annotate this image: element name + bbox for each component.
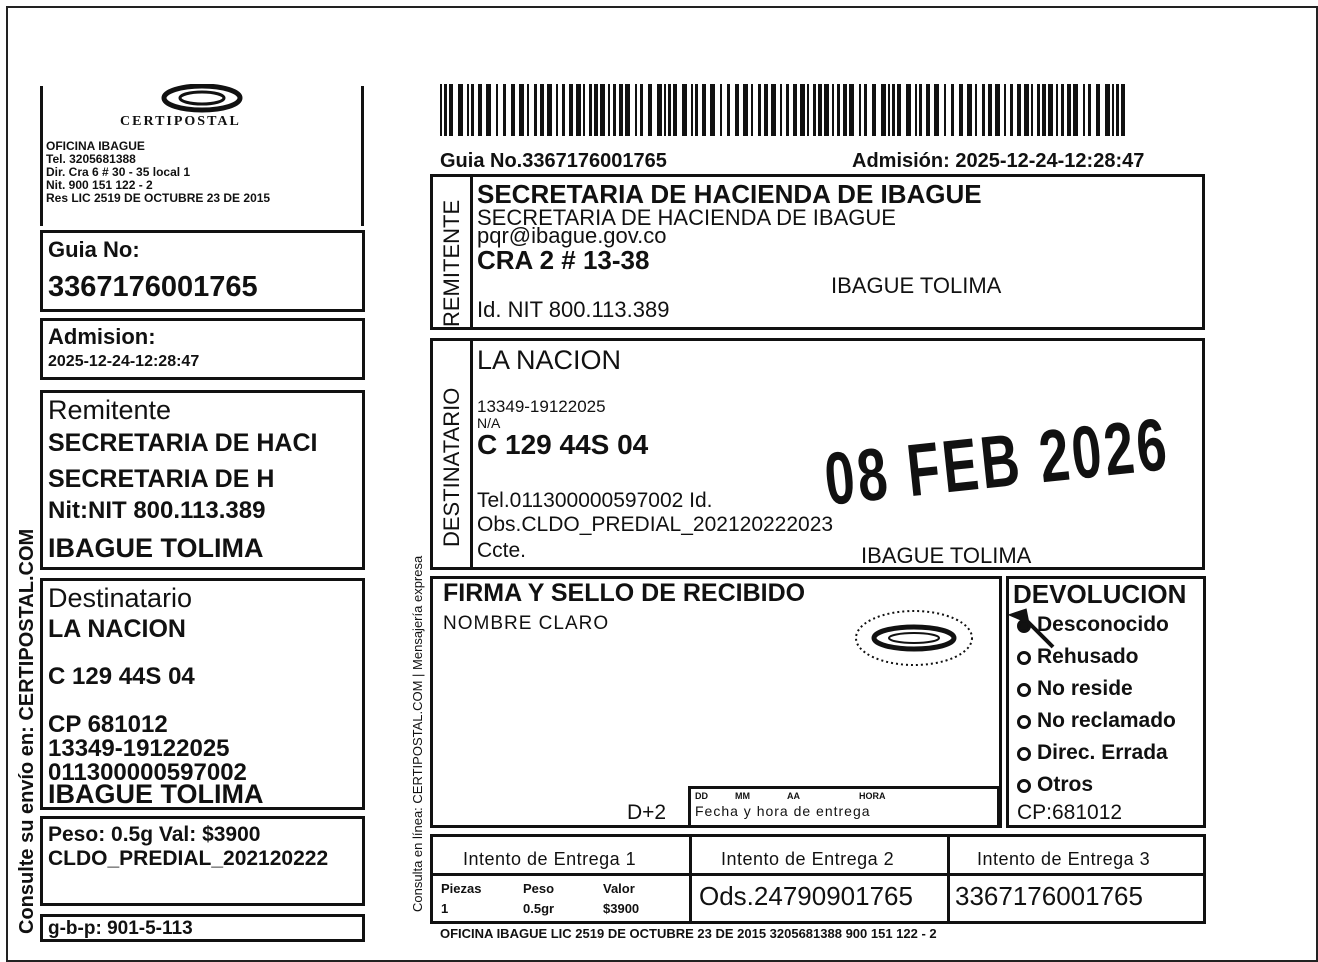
barcode-bar	[786, 84, 789, 136]
barcode-bar	[897, 84, 901, 136]
barcode-bar	[1116, 84, 1119, 136]
guia-number: 3367176001765	[48, 271, 258, 303]
devolucion-option-direc-errada[interactable]	[1017, 741, 1168, 765]
barcode-bar	[1024, 84, 1029, 136]
date-stamp: 08 FEB 2026	[820, 402, 1174, 521]
peso-label: Peso	[523, 881, 555, 896]
barcode-bar	[818, 84, 822, 136]
barcode-bar	[1105, 84, 1110, 136]
destinatario-stub-box	[40, 578, 365, 810]
fecha-mm: MM	[735, 791, 750, 801]
barcode-bar	[1037, 84, 1040, 136]
barcode-bar	[583, 84, 585, 136]
barcode-bar	[1073, 84, 1078, 136]
barcode-bar	[793, 84, 797, 136]
intentos-box	[430, 834, 1206, 924]
barcode-bar	[648, 84, 652, 136]
devolucion-option-label: No reclamado	[1037, 709, 1176, 732]
fecha-aa: AA	[787, 791, 800, 801]
check-mark-icon	[1009, 607, 1059, 657]
destinatario-tel: Tel.011300000597002 Id.	[477, 489, 713, 512]
barcode-bar	[600, 84, 605, 136]
barcode-bar	[496, 84, 498, 136]
destinatario-stub-name: LA NACION	[48, 615, 186, 643]
destinatario-stub-cp: CP 681012	[48, 711, 168, 738]
barcode-bar	[780, 84, 782, 136]
gbp-code: g-b-p: 901-5-113	[48, 918, 193, 939]
ods-number: Ods.24790901765	[699, 881, 913, 911]
barcode-bar	[440, 84, 442, 136]
barcode-bar	[944, 84, 946, 136]
barcode-bar	[1067, 84, 1071, 136]
valor-label: Valor	[603, 881, 635, 896]
barcode-bar	[540, 84, 544, 136]
firma-title: FIRMA Y SELLO DE RECIBIDO	[443, 579, 806, 607]
destinatario-city: IBAGUE TOLIMA	[861, 543, 1032, 568]
barcode-bar	[503, 84, 506, 136]
barcode-bar	[449, 84, 453, 136]
barcode-bar	[1031, 84, 1033, 136]
divider-consulta-text: Consulta en línea: CERTIPOSTAL.COM | Mensajería expresa	[410, 555, 425, 912]
receipt-seal-icon	[851, 607, 977, 669]
intento-2-label: Intento de Entrega 2	[721, 849, 895, 869]
barcode-bar	[982, 84, 985, 136]
valor-value: $3900	[603, 901, 640, 916]
remitente-city: IBAGUE TOLIMA	[831, 273, 1002, 298]
remitente-stub-city: IBAGUE TOLIMA	[48, 533, 264, 563]
destinatario-address: C 129 44S 04	[477, 429, 649, 460]
d2-label: D+2	[627, 801, 667, 824]
barcode-bar	[832, 84, 834, 136]
barcode-bar	[1010, 84, 1013, 136]
barcode-bar	[467, 84, 469, 136]
barcode-bar	[691, 84, 693, 136]
obs-stub-line: CLDO_PREDIAL_202120222	[48, 847, 329, 870]
barcode-bar	[727, 84, 730, 136]
barcode-bar	[995, 84, 1000, 136]
radio-icon[interactable]	[1017, 779, 1031, 793]
remitente-address: CRA 2 # 13-38	[477, 245, 650, 275]
destinatario-name: LA NACION	[477, 345, 622, 375]
barcode-bar	[527, 84, 529, 136]
barcode-bar	[843, 84, 847, 136]
devolucion-option-otros[interactable]	[1017, 773, 1093, 797]
barcode-bar	[478, 84, 482, 136]
barcode-bar	[751, 84, 753, 136]
barcode-bar	[743, 84, 748, 136]
peso-stub-line: Peso: 0.5g Val: $3900	[48, 823, 261, 846]
barcode-bar	[695, 84, 698, 136]
office-right-rule	[361, 86, 364, 226]
barcode-bar	[919, 84, 922, 136]
barcode-bar	[1112, 84, 1114, 136]
barcode-bar	[471, 84, 474, 136]
remitente-side-label: REMITENTE	[439, 199, 464, 327]
intento-1-label: Intento de Entrega 1	[463, 849, 637, 869]
barcode-bar	[975, 84, 977, 136]
barcode-bar	[1061, 84, 1064, 136]
peso-stub-box	[40, 816, 365, 906]
destinatario-side-label: DESTINATARIO	[439, 387, 464, 547]
barcode-bar	[1056, 84, 1058, 136]
devolucion-option-label: No reside	[1037, 677, 1133, 700]
radio-icon[interactable]	[1017, 715, 1031, 729]
remitente-stub-box	[40, 390, 365, 570]
barcode-bar	[837, 84, 840, 136]
barcode-bar	[556, 84, 558, 136]
barcode-bar	[771, 84, 776, 136]
barcode-bar	[562, 84, 565, 136]
barcode-bar	[1042, 84, 1046, 136]
admision-value: 2025-12-24-12:28:47	[48, 353, 200, 370]
remitente-name2: SECRETARIA DE HACIENDA DE IBAGUE	[477, 205, 896, 230]
barcode-bar	[625, 84, 630, 136]
barcode-bar	[906, 84, 911, 136]
barcode-bar	[702, 84, 706, 136]
devolucion-option-no-reside[interactable]	[1017, 677, 1133, 701]
remitente-side-divider	[470, 177, 473, 327]
devolucion-box	[1006, 576, 1206, 828]
destinatario-side-divider	[470, 341, 473, 567]
guia-label: Guia No:	[48, 237, 140, 262]
destinatario-na: N/A	[477, 415, 501, 431]
barcode-bar	[613, 84, 616, 136]
barcode-bar	[720, 84, 722, 136]
barcode-bar	[1121, 84, 1125, 136]
fecha-label: Fecha y hora de entrega	[695, 803, 871, 819]
barcode-bar	[1004, 84, 1006, 136]
piezas-value: 1	[441, 901, 449, 916]
fecha-hora: HORA	[859, 791, 886, 801]
barcode-bar	[1017, 84, 1021, 136]
barcode-bar	[547, 84, 552, 136]
destinatario-stub-phone: 011300000597002	[48, 759, 247, 786]
office-nit: Nit. 900 151 122 - 2	[46, 178, 153, 192]
footer-office: OFICINA IBAGUE LIC 2519 DE OCTUBRE 23 DE 2015 3205681388 900 151 122 - 2	[440, 926, 937, 941]
barcode-bar	[486, 84, 491, 136]
barcode-bar	[673, 84, 677, 136]
radio-icon[interactable]	[1017, 747, 1031, 761]
barcode-bar	[619, 84, 623, 136]
barcode-bar	[458, 84, 463, 136]
admision-box	[40, 318, 365, 380]
barcode-bar	[915, 84, 917, 136]
devolucion-title: DEVOLUCION	[1013, 579, 1187, 609]
certipostal-logo	[110, 84, 300, 134]
piezas-label: Piezas	[441, 881, 482, 896]
barcode-bar	[758, 84, 761, 136]
barcode-bar	[1088, 84, 1091, 136]
logo-text: CERTIPOSTAL	[120, 114, 241, 129]
radio-icon[interactable]	[1017, 683, 1031, 697]
destinatario-box	[430, 338, 1205, 570]
devolucion-option-no-reclamado[interactable]	[1017, 709, 1176, 733]
remitente-name: SECRETARIA DE HACIENDA DE IBAGUE	[477, 179, 982, 209]
barcode-bar	[635, 84, 637, 136]
barcode-bar	[813, 84, 816, 136]
barcode	[440, 84, 1140, 136]
barcode-bar	[657, 84, 662, 136]
barcode-bar	[872, 84, 876, 136]
barcode-bar	[664, 84, 666, 136]
guia-box	[40, 230, 365, 312]
barcode-bar	[594, 84, 598, 136]
barcode-bar	[859, 84, 861, 136]
header-guia: Guia No.3367176001765	[440, 150, 667, 172]
header-admision: Admisión: 2025-12-24-12:28:47	[852, 150, 1145, 172]
barcode-bar	[1096, 84, 1100, 136]
peso-value: 0.5gr	[523, 901, 555, 916]
devolucion-cp: CP:681012	[1017, 801, 1123, 824]
barcode-bar	[511, 84, 515, 136]
barcode-bar	[608, 84, 610, 136]
destinatario-stub-label: Destinatario	[48, 583, 193, 613]
remitente-nit: Id. NIT 800.113.389	[477, 297, 670, 322]
destinatario-obs: Obs.CLDO_PREDIAL_202120222023	[477, 513, 834, 536]
destinatario-stub-ref: 13349-19122025	[48, 735, 230, 762]
devolucion-option-label: Desconocido	[1037, 613, 1169, 636]
devolucion-option-label: Otros	[1037, 773, 1094, 796]
intento-3-label: Intento de Entrega 3	[977, 849, 1151, 869]
barcode-bar	[988, 84, 992, 136]
barcode-bar	[710, 84, 715, 136]
barcode-bar	[926, 84, 930, 136]
barcode-bar	[800, 84, 805, 136]
side-consulte-text: Consulte su envío en: CERTIPOSTAL.COM	[16, 528, 38, 934]
barcode-bar	[849, 84, 854, 136]
barcode-bar	[640, 84, 643, 136]
barcode-bar	[444, 84, 447, 136]
devolucion-option-label: Direc. Errada	[1037, 741, 1168, 764]
office-name: OFICINA IBAGUE	[46, 139, 145, 153]
remitente-stub-line2: SECRETARIA DE H	[48, 465, 275, 493]
barcode-bar	[864, 84, 867, 136]
intentos-col-rule-1	[689, 837, 692, 921]
barcode-bar	[519, 84, 524, 136]
office-left-rule	[40, 86, 43, 226]
barcode-bar	[807, 84, 809, 136]
barcode-bar	[534, 84, 537, 136]
admision-label: Admision:	[48, 324, 156, 349]
remitente-box	[430, 174, 1205, 330]
barcode-bar	[668, 84, 671, 136]
barcode-bar	[682, 84, 687, 136]
barcode-bar	[576, 84, 581, 136]
destinatario-stub-address: C 129 44S 04	[48, 663, 195, 690]
barcode-bar	[1083, 84, 1085, 136]
gbp-box	[40, 914, 365, 942]
barcode-bar	[881, 84, 886, 136]
barcode-bar	[824, 84, 829, 136]
barcode-bar	[967, 84, 972, 136]
barcode-bar	[569, 84, 573, 136]
barcode-bar	[934, 84, 939, 136]
remitente-stub-nit: Nit:NIT 800.113.389	[48, 497, 266, 524]
intentos-header-rule	[433, 873, 1203, 876]
barcode-bar	[589, 84, 592, 136]
bottom-guia-number: 3367176001765	[955, 881, 1143, 911]
destinatario-ref: 13349-19122025	[477, 397, 606, 416]
destinatario-stub-city: IBAGUE TOLIMA	[48, 779, 264, 809]
remitente-email: pqr@ibague.gov.co	[477, 223, 667, 248]
barcode-bar	[735, 84, 739, 136]
barcode-bar	[888, 84, 890, 136]
barcode-bar	[1048, 84, 1053, 136]
devolucion-option-label: Rehusado	[1037, 645, 1139, 668]
office-info	[46, 140, 270, 205]
office-res: Res LIC 2519 DE OCTUBRE 23 DE 2015	[46, 191, 271, 205]
remitente-stub-line1: SECRETARIA DE HACI	[48, 429, 318, 457]
barcode-bar	[764, 84, 768, 136]
nombre-claro-label: NOMBRE CLARO	[443, 613, 610, 634]
fecha-entrega-box	[688, 786, 1000, 828]
remitente-stub-label: Remitente	[48, 395, 172, 425]
fecha-dd: DD	[695, 791, 708, 801]
destinatario-ccte: Ccte.	[477, 539, 527, 562]
intentos-col-rule-2	[947, 837, 950, 921]
barcode-bar	[959, 84, 963, 136]
office-phone: Tel. 3205681388	[46, 152, 136, 166]
barcode-bar	[951, 84, 954, 136]
barcode-bar	[892, 84, 895, 136]
office-address: Dir. Cra 6 # 30 - 35 local 1	[46, 165, 191, 179]
